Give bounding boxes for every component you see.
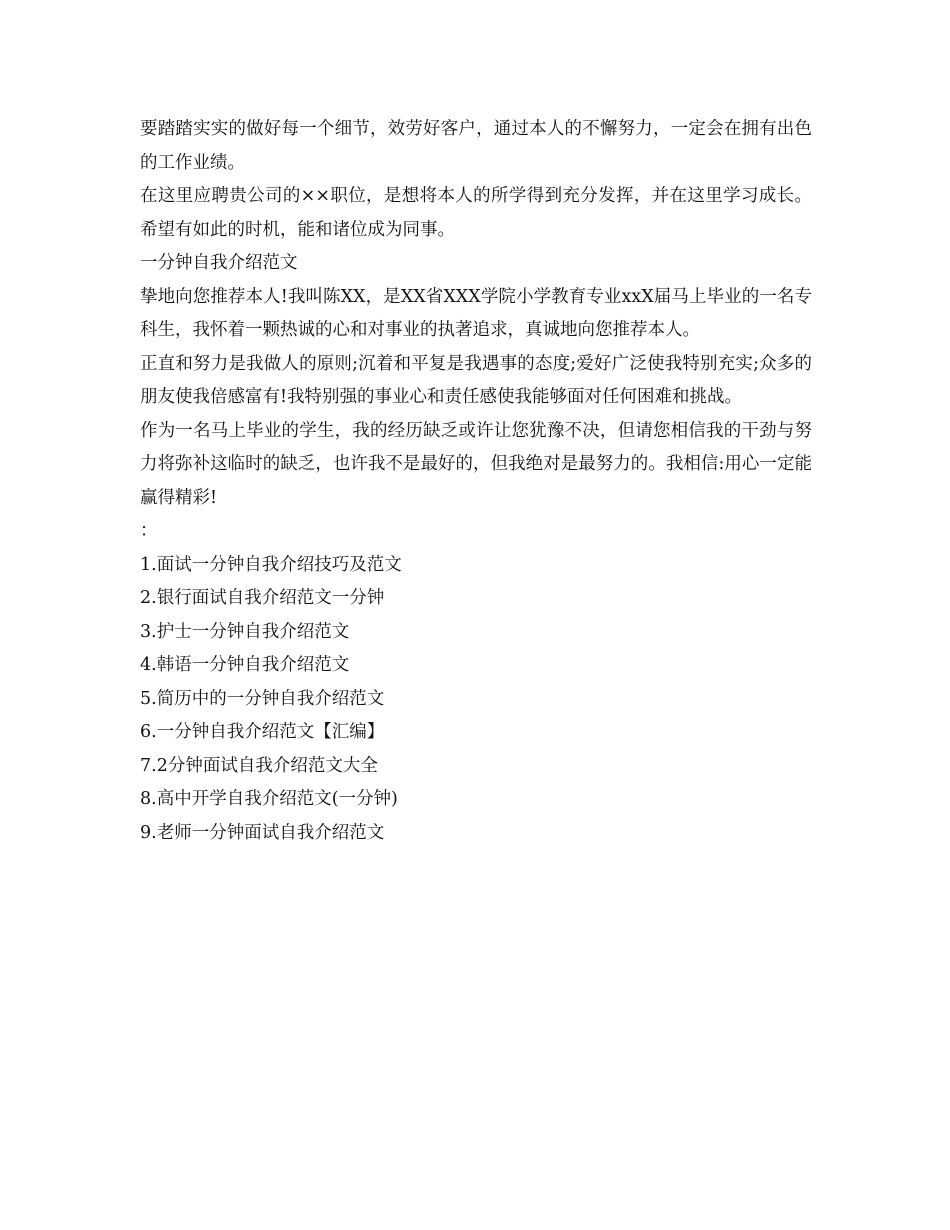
related-article-link[interactable]: 4.韩语一分钟自我介绍范文	[140, 655, 350, 675]
paragraph-self-recommend: 挚地向您推荐本人!我叫陈XX，是XX省XXX学院小学教育专业xxX届马上毕业的一名专科生，我怀着一颗热诚的心和对事业的执著追求，真诚地向您推荐本人。	[140, 286, 812, 340]
related-article-link[interactable]: 5.简历中的一分钟自我介绍范文	[140, 688, 385, 709]
related-article-link[interactable]: 3.护士一分钟自我介绍范文	[140, 621, 350, 642]
related-article-link[interactable]: 7.2分钟面试自我介绍范文大全	[140, 755, 378, 776]
related-article-link[interactable]: 8.高中开学自我介绍范文(一分钟)	[140, 789, 398, 809]
related-article-link[interactable]: 6.一分钟自我介绍范文【汇编】	[140, 722, 385, 742]
list-separator: ：	[140, 521, 158, 541]
document-body	[140, 113, 812, 850]
paragraph-position-goal: 在这里应聘贵公司的××职位，是想将本人的所学得到充分发挥，并在这里学习成长。希望有如此的时机，能和诸位成为同事。	[140, 186, 812, 240]
related-article-link[interactable]: 1.面试一分钟自我介绍技巧及范文	[140, 554, 402, 575]
related-articles-list	[140, 549, 812, 851]
related-article-link[interactable]: 2.银行面试自我介绍范文一分钟	[140, 588, 385, 608]
paragraph-closing-statement: 作为一名马上毕业的学生，我的经历缺乏或许让您犹豫不决，但请您相信我的干劲与努力将弥补这临时的缺乏，也许我不是最好的，但我绝对是最努力的。我相信:用心一定能赢得精彩!	[140, 420, 812, 508]
related-article-link[interactable]: 9.老师一分钟面试自我介绍范文	[140, 822, 385, 843]
paragraph-intro-closing: 要踏踏实实的做好每一个细节，效劳好客户，通过本人的不懈努力，一定会在拥有出色的工作业绩。	[140, 119, 812, 173]
paragraph-character: 正直和努力是我做人的原则;沉着和平复是我遇事的态度;爱好广泛使我特别充实;众多的朋友使我倍感富有!我特别强的事业心和责任感使我能够面对任何困难和挑战。	[140, 353, 812, 407]
section-heading: 一分钟自我介绍范文	[140, 253, 298, 273]
